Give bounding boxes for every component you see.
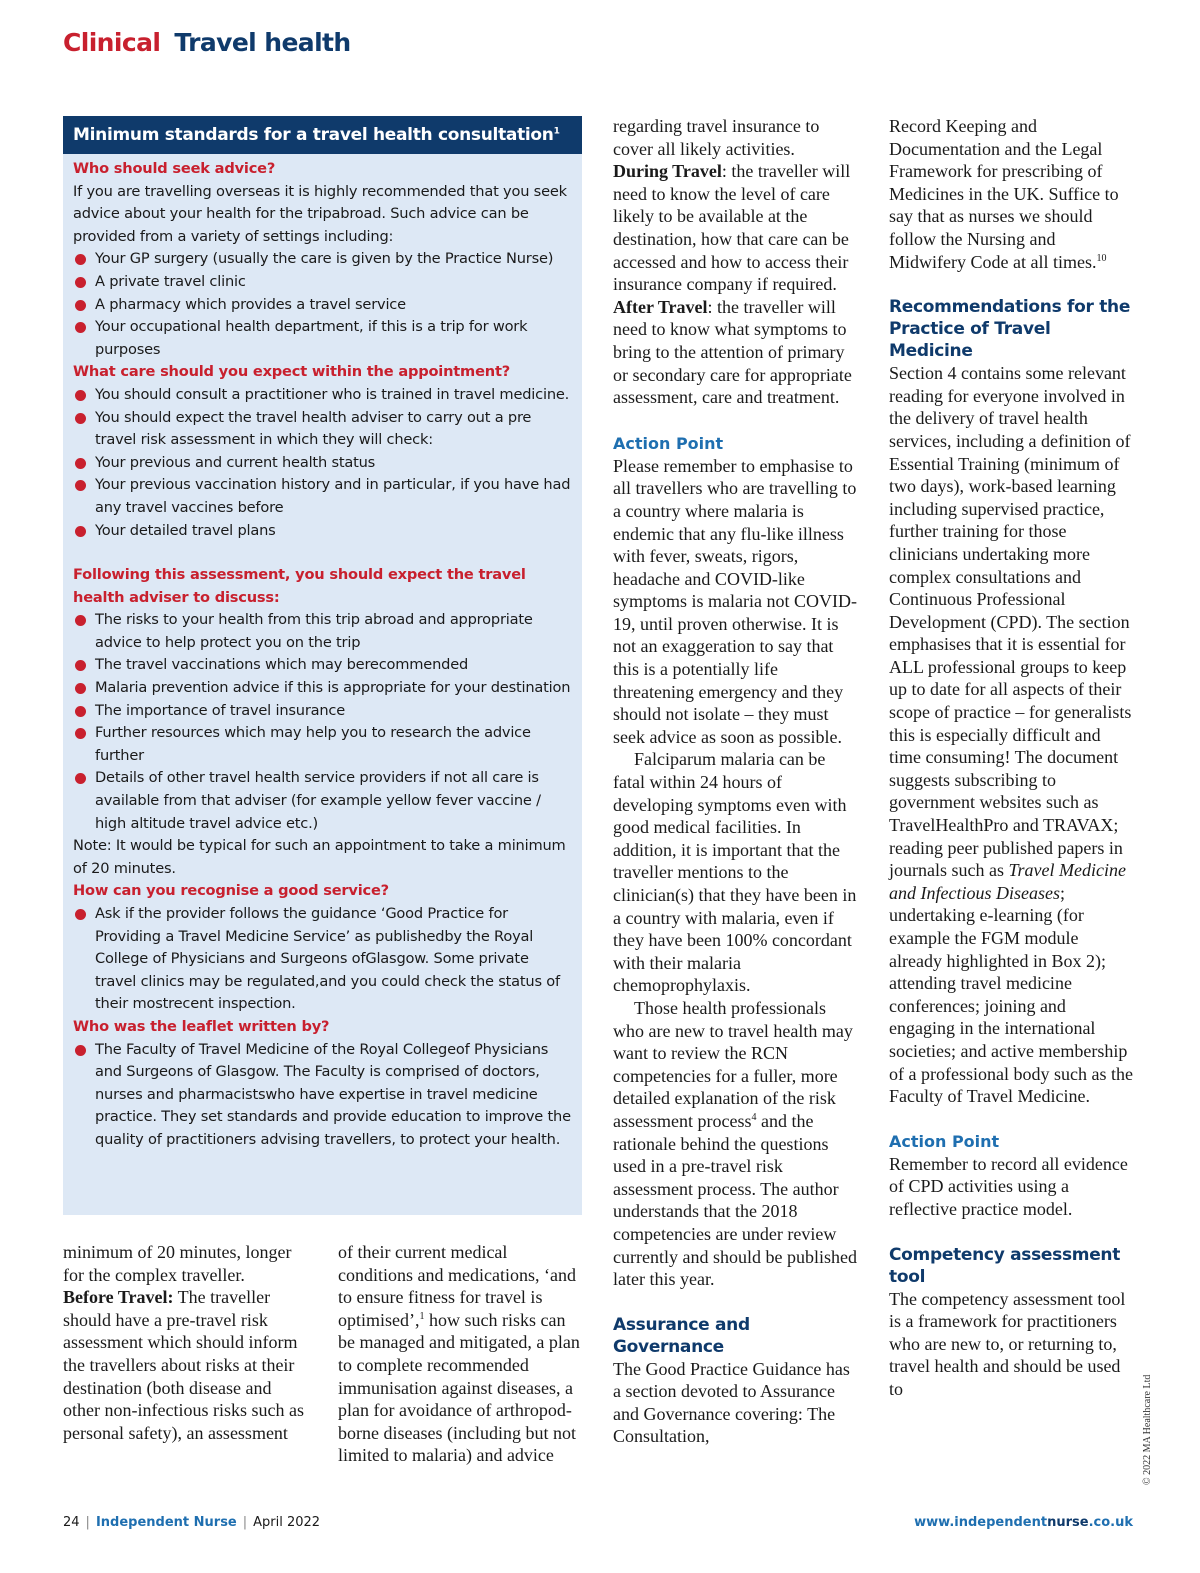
list-item [73,700,572,723]
list-item-text: Malaria prevention advice if this is appropriate for your destination [95,679,571,697]
list-item-text: A private travel clinic [95,272,246,290]
body-paragraph: minimum of 20 minutes, longer for the complex traveller. [63,1242,292,1285]
body-text: of their current medical conditions and medications, ‘and to ensure fitness for travel is optimised’, [338,1242,576,1330]
bullet-icon [75,909,86,920]
list-item-text: Your detailed travel plans [95,521,276,539]
list-item-text: Ask if the provider follows the guidance ‘Good Practice for Providing a Travel Medicine Service’ as publishedby the Royal College of Physicians and Surgeons ofGlasgow. Some private travel clinics may be regulated,and you could check the status of their mostrecent inspection. [95,905,560,1013]
box-question: Who should seek advice? [73,160,276,177]
body-paragraph [613,997,859,1291]
body-paragraph: Remember to record all evidence of CPD activities using a reflective practice model. [889,1153,1128,1219]
reference-mark: 4 [751,1111,757,1123]
bullet-list [73,384,572,542]
bullet-icon [75,526,86,537]
body-paragraph: Please remember to emphasise to all travellers who are travelling to a country where malaria is endemic that any flu-like illness with fever, sweats, rigors, headache and COVID-like symptoms is malaria not COVID-19, until proven otherwise. It is not an exaggeration to say that this is a potentially life threatening emergency and they should not isolate – they must seek advice as soon as possible. [613,455,857,747]
list-item [73,294,572,317]
list-item [73,248,572,271]
list-item-text: Your previous and current health status [95,453,376,471]
website-link[interactable] [914,1515,1133,1530]
run-in-heading: During Travel [613,161,722,182]
body-text: : the traveller will need to know what symptoms to bring to the attention of primary or secondary care for appropriate assessment, care and treatment. [613,296,852,408]
standards-box [63,116,582,1215]
body-text: how such risks can be managed and mitigated, a plan to complete recommended immunisation against diseases, a plan for avoidance of arthropod-borne diseases (including but not limited to malaria) and advice [338,1309,580,1466]
list-item-text: Your occupational health department, if this is a trip for work purposes [95,318,528,358]
bullet-icon [75,413,86,424]
bullet-list [73,903,572,1016]
footer-separator: | [242,1515,248,1530]
section-heading: Competency assessment tool [889,1244,1121,1287]
box-title [63,116,582,154]
bullet-icon [75,390,86,401]
page-number: 24 [63,1515,80,1530]
bullet-list [73,609,572,835]
bullet-icon [75,615,86,626]
list-item [73,407,572,452]
box-title-ref: 1 [553,126,560,137]
bullet-list [73,248,572,361]
section-heading: Recommendations for the Practice of Travel Medicine [889,297,1131,362]
list-item-text: You should consult a practitioner who is trained in travel medicine. [95,385,570,403]
body-paragraph [338,1241,586,1467]
body-text: Section 4 contains some relevant reading for everyone involved in the delivery of travel health services, including a definition of Essential Training (minimum of two days), work-based learning including supervised practice, further training for those clinicians undertaking more complex consultations and Continuous Professional Development (CPD). The section emphasises that it is essential for ALL professional groups to keep up to date for all aspects of their scope of practice – for generalists this is especially difficult and time consuming! The document suggests subscribing to government websites such as TravelHealthPro and TRAVAX; reading peer published papers in journals such as [889,363,1132,881]
list-item-text: Your GP surgery (usually the care is given by the Practice Nurse) [95,250,554,268]
magazine-name: Independent Nurse [95,1515,237,1530]
list-item-text: Details of other travel health service providers if not all care is available from that adviser (for example yellow fever vaccine / high altitude travel advice etc.) [95,769,541,832]
action-point-heading: Action Point [613,433,724,453]
bullet-icon [75,300,86,311]
box-question: Following this assessment, you should expect the travel health adviser to discuss: [73,566,526,606]
box-question: How can you recognise a good service? [73,882,389,900]
list-item [73,767,572,835]
list-item [73,452,572,475]
body-paragraph [613,296,859,409]
page-footer [63,1515,320,1530]
body-paragraph [63,1286,311,1444]
list-item-text: A pharmacy which provides a travel service [95,295,406,313]
box-note: Note: It would be typical for such an appointment to take a minimum of 20 minutes. [73,837,566,877]
page-header [63,28,351,57]
body-text: Those health professionals who are new to travel health may want to review the RCN competencies for a fuller, more detailed explanation of the risk assessment process [613,997,853,1131]
list-item-text: The Faculty of Travel Medicine of the Royal Collegeof Physicians and Surgeons of Glasgow. The Faculty is comprised of doctors, nurses and pharmacistswho have expertise in travel medicine practice. They set standards and provide education to improve the quality of practitioners advising travellers, to protect your health. [95,1040,571,1148]
list-item-text: The importance of travel insurance [95,701,346,719]
bullet-icon [75,322,86,333]
journal-title: Travel Medicine and Infectious Diseases [889,860,1126,903]
article-column-2 [338,1241,586,1467]
body-text: Record Keeping and Documentation and the Legal Framework for prescribing of Medicines in the UK. Suffice to say that as nurses we should follow the Nursing and Midwifery Code at all times. [889,116,1119,272]
bullet-list [73,1039,572,1152]
bullet-icon [75,660,86,671]
box-question: Who was the leaflet written by? [73,1017,330,1035]
list-item [73,384,572,407]
url-part: www.independent [914,1515,1048,1530]
bullet-icon [75,1045,86,1056]
body-paragraph [889,115,1135,273]
list-item-text: Further resources which may help you to research the advice further [95,724,531,764]
box-question: What care should you expect within the appointment? [73,363,510,381]
copyright-notice: © 2022 MA Healthcare Ltd [1142,1374,1153,1485]
list-item [73,677,572,700]
url-part: .co.uk [1088,1515,1133,1530]
run-in-heading: Before Travel: [63,1287,174,1308]
list-item [73,474,572,519]
url-part: nurse [1047,1515,1089,1530]
article-column-3 [613,115,859,1448]
bullet-icon [75,728,86,739]
body-paragraph: regarding travel insurance to cover all likely activities. [613,116,820,159]
body-paragraph: Falciparum malaria can be fatal within 24 hours of developing symptoms even with good medical facilities. In addition, it is important that the traveller mentions to the clinician(s) that they have been in a country with malaria, even if they have been 100% concordant with their malaria chemoprophylaxis. [613,749,857,996]
bullet-icon [75,458,86,469]
body-text: : the traveller will need to know the level of care likely to be available at the destination, how that care can be accessed and how to access their insurance company if required. [613,161,851,295]
list-item-text: You should expect the travel health adviser to carry out a pre travel risk assessment in which they will check: [95,408,532,449]
bullet-icon [75,254,86,265]
section-heading: Assurance and Governance [613,1314,750,1357]
list-item [73,1039,572,1152]
list-item [73,903,572,1016]
body-text: ; undertaking e-learning (for example the FGM module already highlighted in Box 2); attending travel medicine conferences; joining and engaging in the international societies; and active membership of a professional body such as the Faculty of Travel Medicine. [889,882,1133,1107]
body-paragraph [889,362,1135,1108]
body-text: The traveller should have a pre-travel risk assessment which should inform the travellers about risks at their destination (both disease and other non-infectious risks such as personal safety), an assessment [63,1287,304,1443]
box-paragraph: If you are travelling overseas it is highly recommended that you seek advice about your health for the tripabroad. Such advice can be provided from a variety of settings including: [73,182,567,245]
list-item [73,520,572,543]
body-text: and the rationale behind the questions used in a pre-travel risk assessment process. The author understands that the 2018 competencies are under review currently and should be published later this year. [613,1110,857,1290]
bullet-icon [75,277,86,288]
list-item-text: The travel vaccinations which may berecommended [95,656,469,674]
list-item [73,722,572,767]
reference-mark: 10 [1096,252,1107,264]
list-item [73,654,572,677]
action-point-heading: Action Point [889,1131,1000,1151]
reference-mark: 1 [419,1310,425,1322]
box-title-text: Minimum standards for a travel health consultation [73,125,554,145]
bullet-icon [75,706,86,717]
list-item [73,609,572,654]
body-paragraph [613,160,859,296]
bullet-icon [75,480,86,491]
list-item-text: The risks to your health from this trip abroad and appropriate advice to help protect you on the trip [95,611,533,651]
body-paragraph: The Good Practice Guidance has a section devoted to Assurance and Governance covering: The Consultation, [613,1358,850,1447]
issue-date: April 2022 [253,1515,321,1530]
list-item [73,271,572,294]
article-column-4 [889,115,1135,1401]
run-in-heading: After Travel [613,296,708,317]
topic-label: Travel health [174,28,351,57]
list-item-text: Your previous vaccination history and in particular, if you have had any travel vaccines before [95,476,571,516]
bullet-icon [75,683,86,694]
list-item [73,316,572,361]
body-paragraph: The competency assessment tool is a framework for practitioners who are new to, or returning to, travel health and should be used to [889,1288,1126,1399]
footer-separator: | [85,1515,90,1530]
bullet-icon [75,773,86,784]
section-label: Clinical [63,28,161,57]
article-column-1 [63,1241,311,1444]
